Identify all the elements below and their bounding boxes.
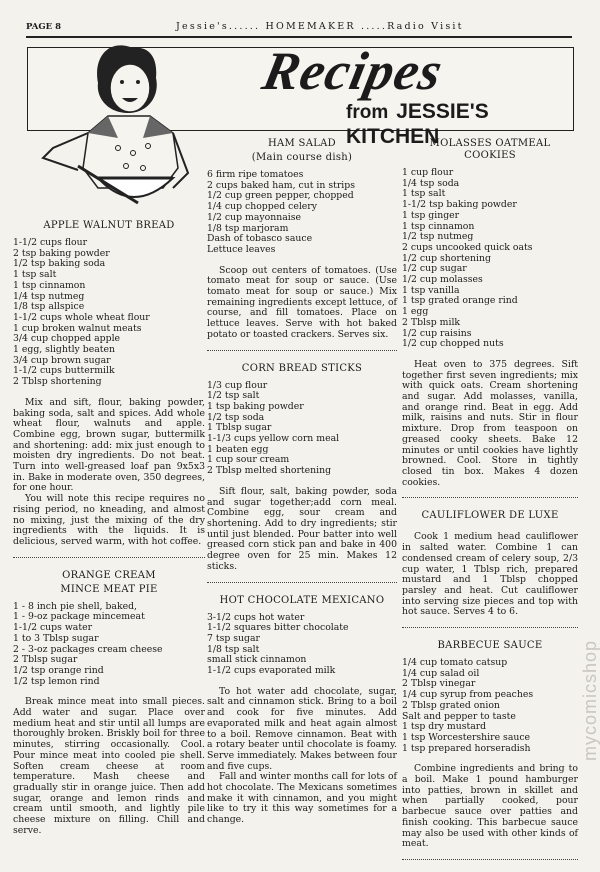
ingredient: 1 tsp cinnamon: [13, 279, 86, 291]
ingredient-list: [13, 602, 205, 688]
ingredient: 1 tsp cinnamon: [402, 220, 475, 232]
recipe-title: ORANGE CREAM: [62, 569, 156, 581]
direction-paragraph: Sift flour, salt, baking powder, soda and sugar together;add corn meal. Combine egg, sour cream and shortening. Add to dry ingredients; stir until just blended. Pour batter into well greased corn stick pan and bake in 400 degree oven for 25 min. Makes 12 sticks.: [207, 485, 397, 572]
recipe-directions: [207, 687, 397, 826]
ingredient: 1/4 cup tomato catsup: [402, 657, 508, 669]
ingredient: 1/2 tsp salt: [207, 390, 260, 402]
recipe-title: HAM SALAD: [267, 138, 336, 149]
banner-from: from: [346, 102, 389, 123]
ingredient: 1 egg: [402, 306, 429, 318]
ingredient: 1/2 cup molasses: [402, 274, 483, 286]
ingredient: 1/2 tsp orange rind: [13, 664, 104, 676]
direction-paragraph: Combine ingredients and bring to a boil. Make 1 pound hamburger into patties, brown in skillet and when partially cooked, pour barbecue sauce over patties and finish cooking. This barbecue sauce may also be used with other kinds of meat.: [402, 763, 578, 850]
ingredient: 1 cup sour cream: [207, 454, 290, 466]
ingredient: 1-1/2 cups water: [13, 622, 93, 634]
recipe-directions: [402, 360, 578, 488]
ingredient: 1 tsp vanilla: [402, 284, 460, 296]
recipe-title: APPLE WALNUT BREAD: [43, 220, 175, 231]
ingredient: 3/4 cup chopped apple: [13, 333, 121, 345]
ingredient: 2 Tblsp shortening: [13, 376, 102, 388]
ingredient: 1 cup flour: [402, 167, 454, 178]
column-2: [207, 138, 397, 826]
recipe-title: CAULIFLOWER DE LUXE: [421, 510, 559, 522]
recipe: [402, 640, 578, 850]
recipe-title: CORN BREAD STICKS: [241, 362, 363, 374]
ingredient: Salt and pepper to taste: [402, 710, 516, 722]
ingredient: 1 tsp grated orange rind: [402, 295, 518, 307]
ingredient: 1/2 tsp soda: [207, 411, 265, 423]
direction-paragraph: Fall and winter months call for lots of hot chocolate. The Mexicans sometimes make it with cinnamon, and you might like to try it this way sometimes for a change.: [207, 771, 397, 826]
ingredient: 1 - 8 inch pie shell, baked,: [13, 600, 137, 612]
dotted-separator: [402, 859, 578, 860]
direction-paragraph: You will note this recipe requires no rising period, no kneading, and almost no mixing, just the mixing of the dry ingredients with the liquids. It is delicious, served warm, with hot coffee.: [13, 493, 205, 547]
recipe: [13, 220, 205, 548]
recipe-subtitle: MINCE MEAT PIE: [60, 583, 158, 595]
ingredient: 1-1/2 squares bitter chocolate: [207, 622, 349, 634]
ingredient-list: [402, 658, 578, 754]
ingredient: 2 Tblsp sugar: [13, 654, 78, 666]
ingredient: 1 - 9-oz package mincemeat: [13, 611, 145, 623]
ingredient: 1 to 3 Tblsp sugar: [13, 632, 99, 644]
ingredient: 3/4 cup brown sugar: [13, 354, 111, 366]
ingredient: 7 tsp sugar: [207, 632, 260, 644]
ingredient-list: [13, 238, 205, 388]
ingredient: 6 firm ripe tomatoes: [207, 169, 304, 180]
ingredient-list: [207, 170, 397, 256]
ingredient: 1/2 cup green pepper, chopped: [207, 190, 354, 202]
recipe-directions: [207, 266, 397, 341]
ingredient: 1 Tblsp sugar: [207, 422, 272, 434]
dotted-separator: [207, 582, 397, 583]
ingredient: 2 cups baked ham, cut in strips: [207, 179, 355, 191]
ingredient: 1 tsp Worcestershire sauce: [402, 731, 531, 743]
dotted-separator: [402, 627, 578, 628]
recipe: [402, 510, 578, 618]
recipes-logo: Recipes: [257, 41, 449, 101]
ingredient: 1-1/2 cups whole wheat flour: [13, 311, 150, 323]
ingredient: 1/3 cup flour: [207, 379, 268, 391]
ingredient: 1-1/3 cups yellow corn meal: [207, 433, 340, 445]
ingredient: Lettuce leaves: [207, 243, 276, 255]
ingredient: 2 Tblsp melted shortening: [207, 465, 332, 477]
ingredient: 1-1/2 cups evaporated milk: [207, 665, 336, 677]
ingredient: 1/4 cup chopped celery: [207, 201, 318, 213]
ingredient: 1 tsp prepared horseradish: [402, 742, 531, 754]
ingredient: 1/4 cup salad oil: [402, 667, 480, 679]
ingredient: 1/2 cup chopped nuts: [402, 338, 504, 350]
dotted-separator: [207, 350, 397, 351]
direction-paragraph: To hot water add chocolate, sugar, salt and cinnamon stick. Bring to a boil and cook for five minutes. Add evaporated milk and heat again almost to a boil. Remove cinnamon. Beat with a rotary beater until chocolate is foamy. Serve immediately. Makes between four and five cups.: [207, 685, 397, 772]
ingredient: 3-1/2 cups hot water: [207, 611, 305, 623]
ingredient: 1/2 cup raisins: [402, 327, 472, 339]
page-header: [26, 20, 572, 38]
ingredient: 1 tsp ginger: [402, 209, 460, 221]
page-number: PAGE 8: [26, 22, 61, 32]
ingredient: 1 tsp salt: [13, 269, 57, 281]
ingredient: 1 cup broken walnut meats: [13, 322, 142, 334]
ingredient: 2 cups uncooked quick oats: [402, 241, 533, 253]
ingredient: 1/2 cup shortening: [402, 252, 491, 264]
ingredient: 1/4 cup syrup from peaches: [402, 689, 534, 701]
recipe-directions: [402, 764, 578, 850]
ingredient-list: [207, 613, 397, 677]
recipe: [207, 595, 397, 826]
recipe-title: MOLASSES OATMEAL COOKIES: [429, 138, 551, 161]
ingredient: 1/4 tsp nutmeg: [13, 290, 85, 302]
ingredient: 1/2 cup mayonnaise: [207, 211, 301, 223]
ingredient: 1 tsp dry mustard: [402, 721, 487, 733]
dotted-separator: [402, 497, 578, 498]
direction-paragraph: Break mince meat into small pieces. Add water and sugar. Place over medium heat and stir until all lumps are thoroughly broken. Briskly boil for three minutes, stirring occasionally. Cool. Pour mince meat into cooled pie shell. Soften cream cheese at room temperature. Mash cheese and gradually stir in orange juice. Then add sugar, orange and lemon rinds and cream until smooth, and lightly pile cheese mixture on filling. Chill and serve.: [13, 696, 205, 836]
ingredient: 1/8 tsp allspice: [13, 301, 85, 313]
ingredient-list: [402, 168, 578, 350]
ingredient: small stick cinnamon: [207, 654, 307, 666]
direction-paragraph: Cook 1 medium head cauliflower in salted water. Combine 1 can condensed cream of celery soup, 2/3 cup water, 1 Tblsp rich, prepared mustard and 1 Tblsp chopped parsley and heat. Cut cauliflower into serving size pieces and top with hot sauce. Serves 4 to 6.: [402, 531, 578, 618]
ingredient: 1/2 tsp lemon rind: [13, 675, 100, 687]
jessie-illustration: [38, 38, 208, 218]
ingredient: 1-1/2 cups flour: [13, 237, 88, 248]
publication-title: Jessie's...... HOMEMAKER .....Radio Visit: [176, 21, 464, 32]
recipe-subtitle: (Main course dish): [251, 152, 353, 163]
recipe: [13, 570, 205, 837]
ingredient: 1 tsp baking powder: [207, 400, 304, 412]
ingredient: 1/2 tsp baking soda: [13, 258, 106, 270]
ingredient: 1 tsp salt: [402, 188, 446, 200]
ingredient: Dash of tobasco sauce: [207, 233, 313, 245]
ingredient: 1 egg, slightly beaten: [13, 344, 115, 356]
ingredient: 2 - 3-oz packages cream cheese: [13, 643, 163, 655]
ingredient: 1-1/2 cups buttermilk: [13, 365, 115, 377]
recipe: [207, 138, 397, 341]
dotted-separator: [13, 557, 205, 558]
recipe: [402, 138, 578, 488]
ingredient: 2 Tblsp milk: [402, 316, 461, 328]
ingredient: 1/8 tsp salt: [207, 643, 260, 655]
ingredient-list: [207, 381, 397, 477]
ingredient: 1/8 tsp marjoram: [207, 222, 289, 234]
ingredient: 1/2 cup sugar: [402, 263, 467, 275]
recipe-directions: [207, 487, 397, 573]
ingredient: 1 beaten egg: [207, 443, 269, 455]
ingredient: 1-1/2 tsp baking powder: [402, 199, 517, 211]
recipe-title: HOT CHOCOLATE MEXICANO: [219, 594, 385, 606]
direction-paragraph: Scoop out centers of tomatoes. (Use tomato meat for soup or sauce. (Use tomato meat for soup or sauce.) Mix remaining ingredients except lettuce, of course, and fill tomatoes. Place on lettuce leaves. Serve with hot baked potato or toasted crackers. Serves six.: [207, 264, 397, 340]
ingredient: 1/4 tsp soda: [402, 177, 460, 189]
watermark: mycomicshop: [580, 640, 600, 762]
recipe-directions: [402, 532, 578, 618]
ingredient: 2 Tblsp grated onion: [402, 699, 500, 711]
recipe-title: BARBECUE SAUCE: [437, 640, 543, 652]
recipe-directions: [13, 697, 205, 836]
ingredient: 2 Tblsp vinegar: [402, 678, 476, 690]
direction-paragraph: Heat oven to 375 degrees. Sift together first seven ingredients; mix with quick oats. Cream shortening and sugar. Add molasses, vanilla, and orange rind. Beat in egg. Add milk, raisins and nuts. Stir in flour mixture. Drop from teaspoon on greased cooky sheets. Bake 12 minutes or until cookies have lightly browned. Cool. Store in tightly closed tin box. Makes 4 dozen cookies.: [402, 358, 578, 488]
recipe: [207, 363, 397, 573]
banner-kitchen: JESSIE'S KITCHEN: [346, 100, 489, 148]
ingredient: 2 tsp baking powder: [13, 247, 110, 259]
recipe-directions: [13, 398, 205, 548]
direction-paragraph: Mix and sift, flour, baking powder, baking soda, salt and spices. Add whole wheat flour, walnuts and apple. Combine egg, brown sugar, buttermilk and shortening: add: mix just enough to moisten dry ingredients. Do not beat. Turn into well-greased loaf pan 9x5x3 in. Bake in moderate oven, 350 degrees, for one hour.: [13, 396, 205, 494]
ingredient: 1/2 tsp nutmeg: [402, 231, 474, 243]
column-1: [13, 220, 205, 836]
column-3: [402, 138, 578, 872]
